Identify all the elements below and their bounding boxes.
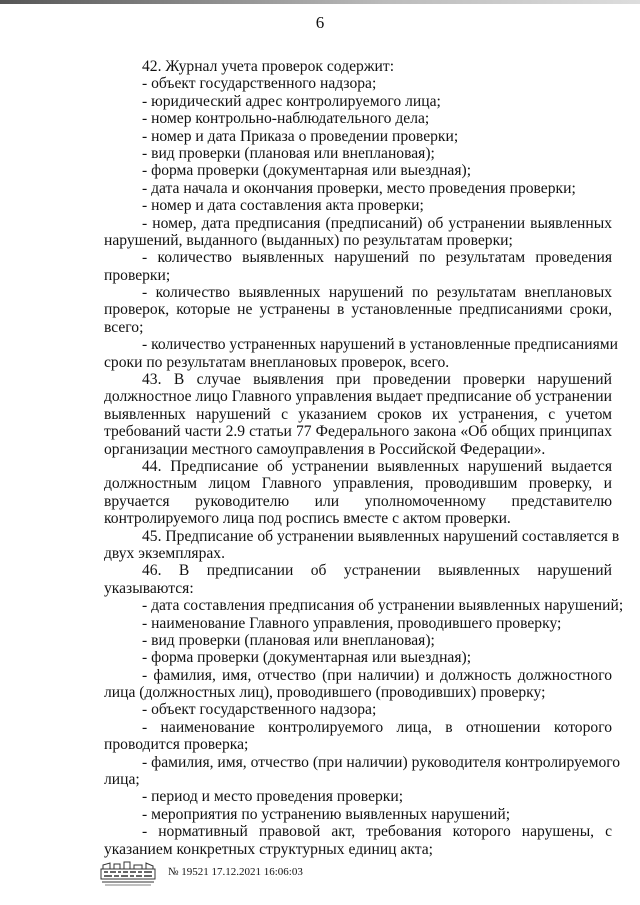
text-line: 42. Журнал учета проверок содержит:: [142, 58, 395, 75]
text-line: лица;: [104, 771, 140, 789]
text-line: двух экземплярах.: [104, 544, 225, 562]
text-line: - юридический адрес контролируемого лица;: [142, 92, 441, 110]
text-line: - объект государственного надзора;: [142, 75, 377, 93]
document-body: [104, 58, 624, 858]
text-line: 45. Предписание об устранении выявленных нарушений составляется в: [142, 527, 620, 545]
text-line: 44. Предписание об устранении выявленных нарушений выдается: [142, 457, 612, 475]
text-line: указываются:: [104, 579, 194, 597]
registration-stamp: № 19521 17.12.2021 16:06:03: [168, 866, 303, 878]
text-line: - вид проверки (плановая или внеплановая);: [142, 144, 435, 162]
text-line: - количество выявленных нарушений по результатам внеплановых: [142, 284, 612, 302]
text-line: - период и место проведения проверки;: [142, 788, 404, 806]
text-line: - количество выявленных нарушений по результатам проведения: [142, 249, 612, 267]
text-line: должностное лицо Главного управления выдает предписание об устранении: [104, 388, 612, 406]
text-line: - нормативный правовой акт, требования которого нарушены, с: [142, 823, 612, 841]
text-line: проводится проверка;: [104, 736, 249, 754]
text-line: - номер, дата предписания (предписаний) об устранении выявленных: [142, 214, 612, 232]
scan-edge: [0, 0, 640, 4]
text-line: - дата составления предписания об устранении выявленных нарушений;: [142, 597, 624, 615]
text-line: 43. В случае выявления при проведении проверки нарушений: [142, 371, 612, 389]
text-line: организации местного самоуправления в Российской Федерации».: [104, 440, 546, 458]
text-line: - фамилия, имя, отчество (при наличии) и должность должностного: [142, 666, 612, 684]
text-line: всего;: [104, 318, 144, 336]
text-line: - наименование контролируемого лица, в отношении которого: [142, 718, 612, 736]
text-line: - номер контрольно-наблюдательного дела;: [142, 110, 430, 128]
text-line: нарушений, выданного (выданных) по результатам проверки;: [104, 231, 513, 249]
text-line: - объект государственного надзора;: [142, 701, 377, 719]
text-line: - наименование Главного управления, проводившего проверку;: [142, 614, 562, 632]
text-line: проверки;: [104, 266, 171, 284]
text-line: должностным лицом Главного управления, проводившим проверку, и: [104, 475, 612, 493]
page-number: 6: [315, 13, 325, 32]
text-line: сроки по результатам внеплановых проверок, всего.: [104, 353, 450, 371]
text-line: указанием конкретных структурных единиц акта;: [104, 840, 433, 858]
text-line: - мероприятия по устранению выявленных нарушений;: [142, 805, 511, 823]
text-line: требований части 2.9 статьи 77 Федерального закона «Об общих принципах: [104, 423, 612, 441]
text-line: лица (должностных лиц), проводившего (проводивших) проверку;: [104, 684, 546, 702]
text-line: проверок, которые не устранены в установленные предписаниями сроки,: [104, 301, 612, 319]
text-line: - количество устраненных нарушений в установленные предписаниями: [142, 336, 619, 354]
text-line: вручается руководителю или уполномоченному представителю: [104, 492, 612, 510]
electronic-document-stamp-icon: [100, 860, 156, 886]
text-line: контролируемого лица под роспись вместе с актом проверки.: [104, 510, 511, 528]
text-line: выявленных нарушений с указанием сроков их устранения, с учетом: [104, 405, 612, 423]
text-line: - дата начала и окончания проверки, место проведения проверки;: [142, 179, 576, 197]
text-line: - форма проверки (документарная или выездная);: [142, 649, 472, 667]
text-line: - номер и дата Приказа о проведении проверки;: [142, 127, 459, 145]
text-line: - форма проверки (документарная или выездная);: [142, 162, 472, 180]
text-line: 46. В предписании об устранении выявленных нарушений: [142, 562, 612, 580]
text-line: - фамилия, имя, отчество (при наличии) руководителя контролируемого: [142, 753, 621, 771]
text-line: - номер и дата составления акта проверки;: [142, 197, 424, 215]
text-line: - вид проверки (плановая или внеплановая);: [142, 631, 435, 649]
